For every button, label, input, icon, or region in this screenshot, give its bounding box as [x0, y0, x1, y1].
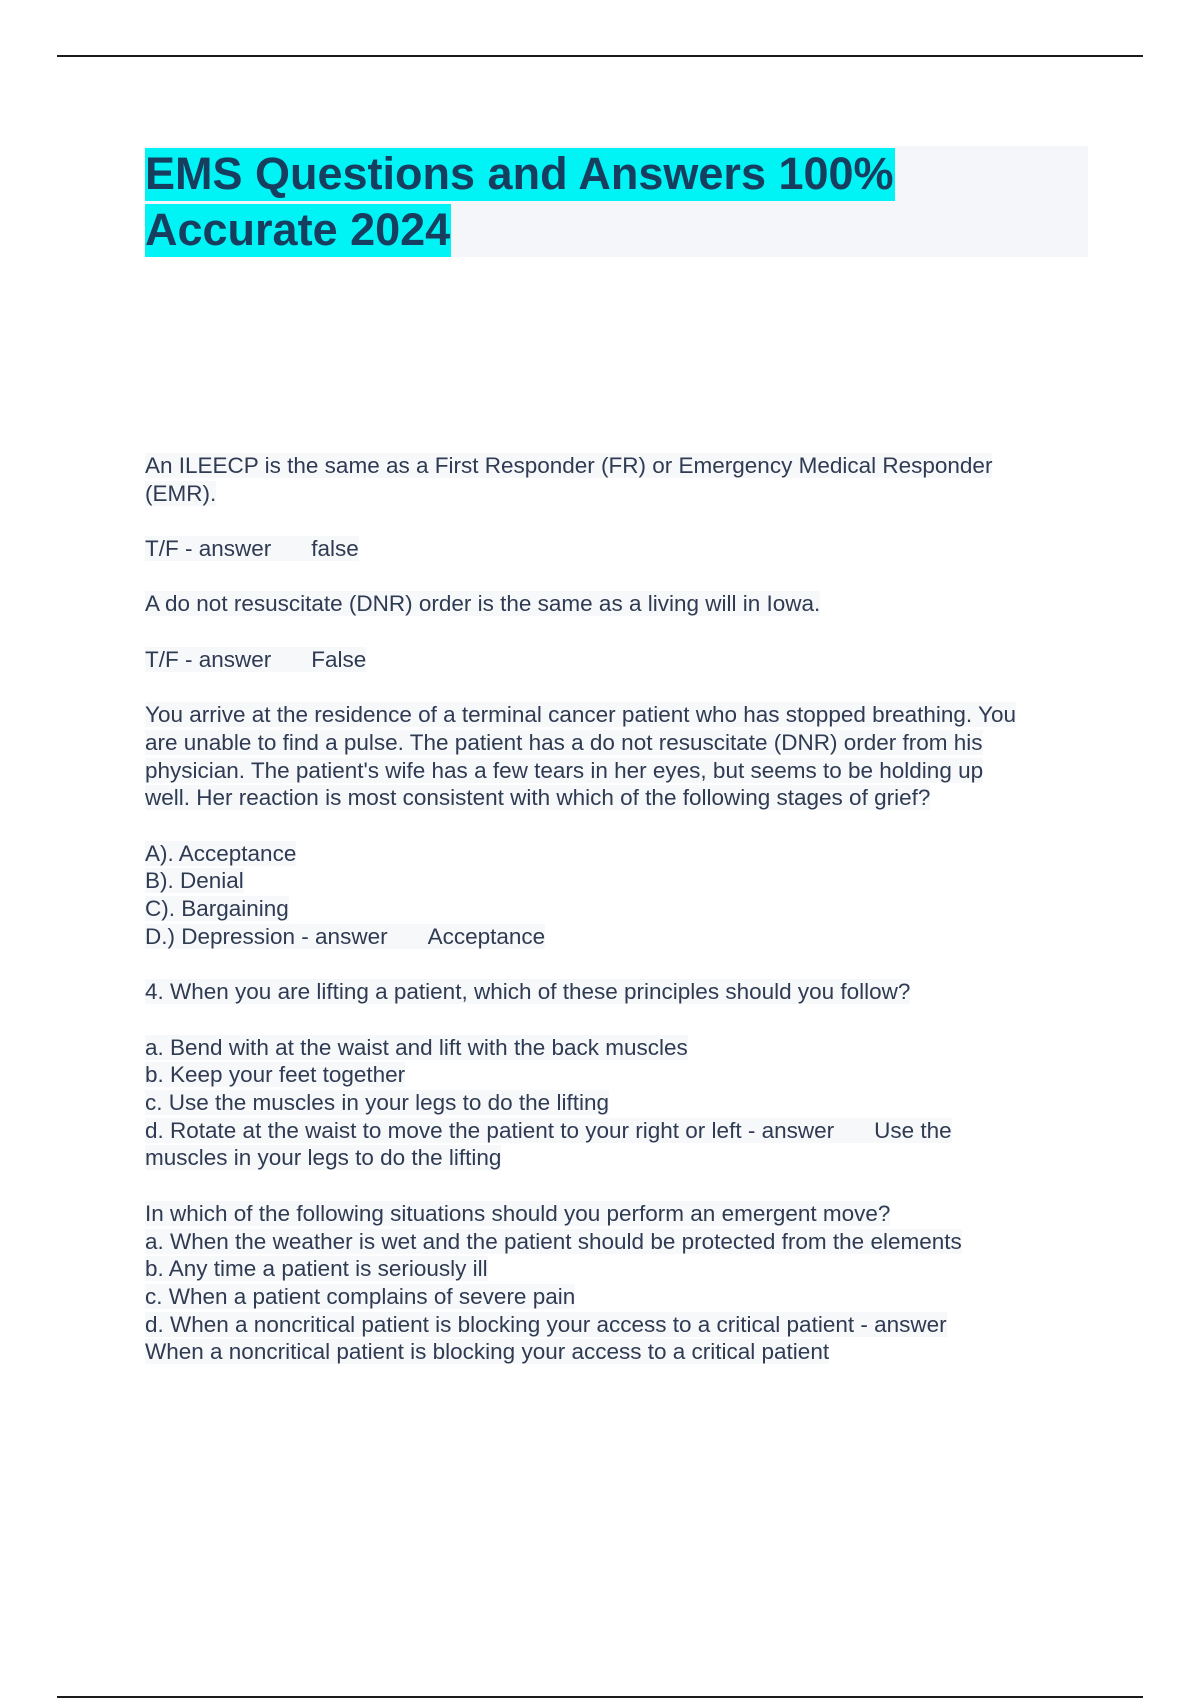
answer-value: Use the	[874, 1117, 952, 1143]
answer-prompt: T/F - answer	[145, 646, 272, 672]
question-3-line-2: are unable to find a pulse. The patient has a do not resuscitate (DNR) order from his	[145, 729, 983, 755]
question-4-option-a: a. Bend with at the waist and lift with the back muscles	[145, 1034, 688, 1060]
question-4-option-d	[145, 1117, 1095, 1145]
answer-value: False	[311, 646, 367, 672]
question-1-line-1: An ILEECP is the same as a First Responder (FR) or Emergency Medical Responder	[145, 453, 993, 478]
document-title	[145, 146, 1005, 258]
question-3-line-3: physician. The patient's wife has a few tears in her eyes, but seems to be holding up	[145, 757, 984, 783]
title-block	[145, 146, 1088, 257]
question-4-option-c: c. Use the muscles in your legs to do the lifting	[145, 1090, 609, 1116]
question-3-option-d	[145, 923, 1095, 951]
title-line-1: EMS Questions and Answers 100%	[145, 148, 894, 199]
question-4-option-b: b. Keep your feet together	[145, 1062, 406, 1088]
question-3-option-a: A). Acceptance	[145, 840, 297, 866]
question-5-line-1: In which of the following situations should you perform an emergent move?	[145, 1200, 891, 1226]
question-3-line-1: You arrive at the residence of a terminal cancer patient who has stopped breathing. You	[145, 702, 1016, 728]
question-1-line-2: (EMR).	[145, 480, 217, 506]
answer-prompt: T/F - answer	[145, 536, 272, 562]
title-line-2: Accurate 2024	[145, 204, 451, 255]
question-3-option-c: C). Bargaining	[145, 896, 289, 922]
answer-value: false	[311, 536, 359, 562]
question-4-answer-cont: muscles in your legs to do the lifting	[145, 1145, 502, 1171]
question-5-option-a: a. When the weather is wet and the patient should be protected from the elements	[145, 1228, 962, 1254]
question-5-option-b: b. Any time a patient is seriously ill	[145, 1256, 488, 1282]
question-5-answer: When a noncritical patient is blocking your access to a critical patient	[145, 1339, 830, 1365]
question-4-line-1: 4. When you are lifting a patient, which of these principles should you follow?	[145, 979, 911, 1005]
bottom-rule	[57, 1696, 1143, 1698]
question-3-line-4: well. Her reaction is most consistent with which of the following stages of grief?	[145, 785, 931, 811]
top-rule	[57, 55, 1143, 57]
question-3-option-b: B). Denial	[145, 868, 244, 894]
answer-prompt: D.) Depression - answer	[145, 923, 388, 949]
question-2-answer	[145, 646, 1095, 674]
question-5-option-d: d. When a noncritical patient is blocking your access to a critical patient - answer	[145, 1311, 947, 1337]
answer-value: Acceptance	[427, 923, 546, 949]
question-2-line-1: A do not resuscitate (DNR) order is the same as a living will in Iowa.	[145, 591, 821, 617]
question-5-option-c: c. When a patient complains of severe pain	[145, 1283, 576, 1309]
answer-prompt: d. Rotate at the waist to move the patient to your right or left - answer	[145, 1117, 835, 1143]
question-1-answer	[145, 535, 1095, 563]
qa-content	[145, 452, 1095, 1366]
